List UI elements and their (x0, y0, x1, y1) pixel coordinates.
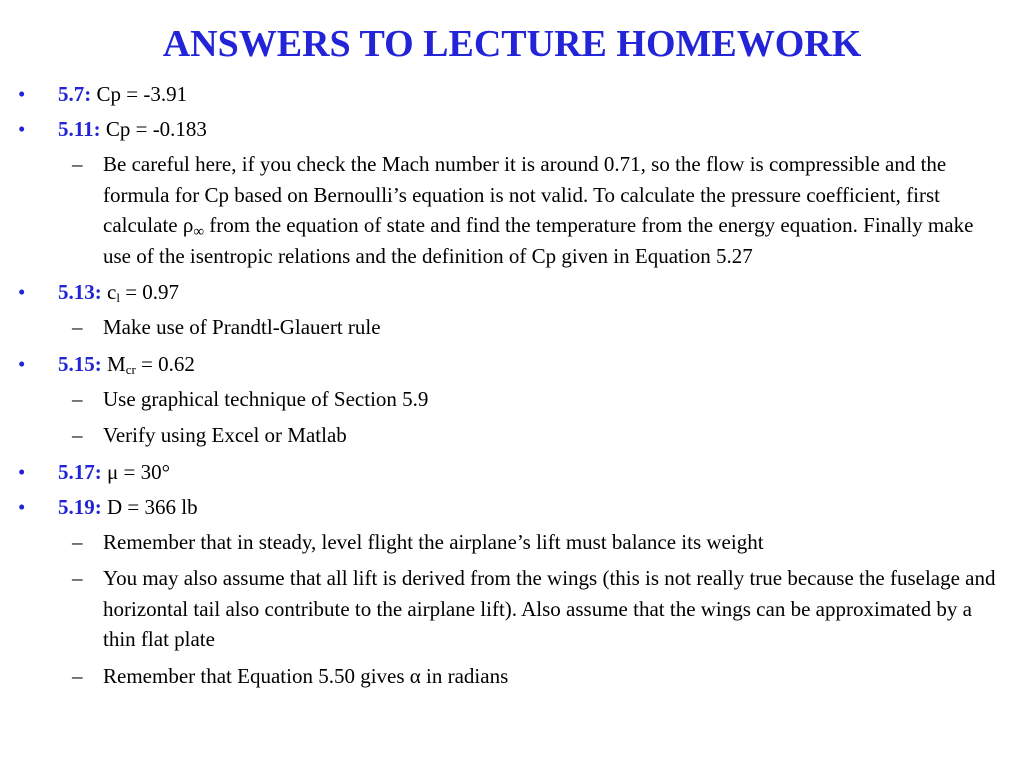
dash-icon: – (72, 663, 83, 688)
note-text: Verify using Excel or Matlab (103, 423, 347, 447)
problem-number: 5.19: (58, 494, 102, 519)
answer-symbol: M (107, 351, 126, 376)
answer-symbol: c (107, 280, 117, 304)
note-text-start: Be careful here, if you check the Mach number it is around 0.71, so the flow is compressible and the formula for Cp based on Bernoulli’s equation is not valid. To calculate the pressure coefficient, first calculate (103, 152, 947, 237)
note-item (18, 149, 1008, 271)
answer-item-5-13 (18, 278, 1008, 306)
bullet-icon: • (18, 459, 26, 484)
problem-number: 5.15: (58, 351, 102, 376)
note-text: Make use of Prandtl-Glauert rule (103, 315, 381, 339)
slide-title: ANSWERS TO LECTURE HOMEWORK (162, 23, 862, 65)
note-item (18, 312, 1008, 343)
infinity-subscript: ∞ (193, 224, 205, 240)
bullet-icon: • (18, 117, 26, 141)
note-text: Remember that in steady, level flight the airplane’s lift must balance its weight (103, 529, 764, 554)
answer-item-5-17 (18, 458, 1008, 486)
problem-number: 5.11: (58, 117, 101, 141)
answer-item-5-11 (18, 115, 1008, 143)
answer-item-5-19 (18, 493, 1008, 521)
answer-item-5-7 (18, 80, 1008, 108)
problem-number: 5.7: (58, 82, 92, 106)
rho-symbol: ρ (182, 213, 194, 237)
bullet-icon: • (18, 494, 26, 519)
answer-value: Cp = -3.91 (96, 82, 188, 106)
problem-number: 5.13: (58, 280, 102, 304)
bullet-icon: • (18, 351, 26, 376)
answer-list (18, 73, 1008, 691)
answer-value: D = 366 lb (107, 494, 198, 519)
note-item (18, 420, 1008, 451)
note-text-end: from the equation of state and find the temperature from the energy equation. Finally make use of the isentropic relations and the definition of Cp given in Equation 5.27 (103, 213, 974, 268)
dash-icon: – (72, 529, 83, 554)
problem-number: 5.17: (58, 459, 102, 484)
answer-value: Cp = -0.183 (105, 117, 207, 141)
note-item (18, 661, 1008, 692)
note-text: You may also assume that all lift is derived from the wings (this is not really true because the fuselage and horizontal tail also contribute to the airplane lift). Also assume that the wings can be approximated by a thin flat plate (103, 566, 996, 651)
answer-subscript: l (116, 290, 120, 305)
answer-item-5-15 (18, 350, 1008, 378)
answer-subscript: cr (125, 361, 136, 377)
note-item (18, 384, 1008, 415)
answer-value: μ = 30° (107, 459, 170, 484)
note-text: Use graphical technique of Section 5.9 (103, 386, 429, 411)
note-item (18, 563, 1008, 655)
note-text: Remember that Equation 5.50 gives α in radians (103, 663, 509, 688)
dash-icon: – (72, 386, 83, 411)
bullet-icon: • (18, 82, 26, 106)
bullet-icon: • (18, 280, 26, 304)
dash-icon: – (72, 566, 83, 590)
dash-icon: – (72, 423, 83, 447)
dash-icon: – (72, 315, 83, 339)
answer-value: = 0.97 (119, 280, 180, 304)
answer-value: = 0.62 (135, 351, 195, 376)
note-item (18, 527, 1008, 558)
dash-icon: – (72, 152, 83, 176)
